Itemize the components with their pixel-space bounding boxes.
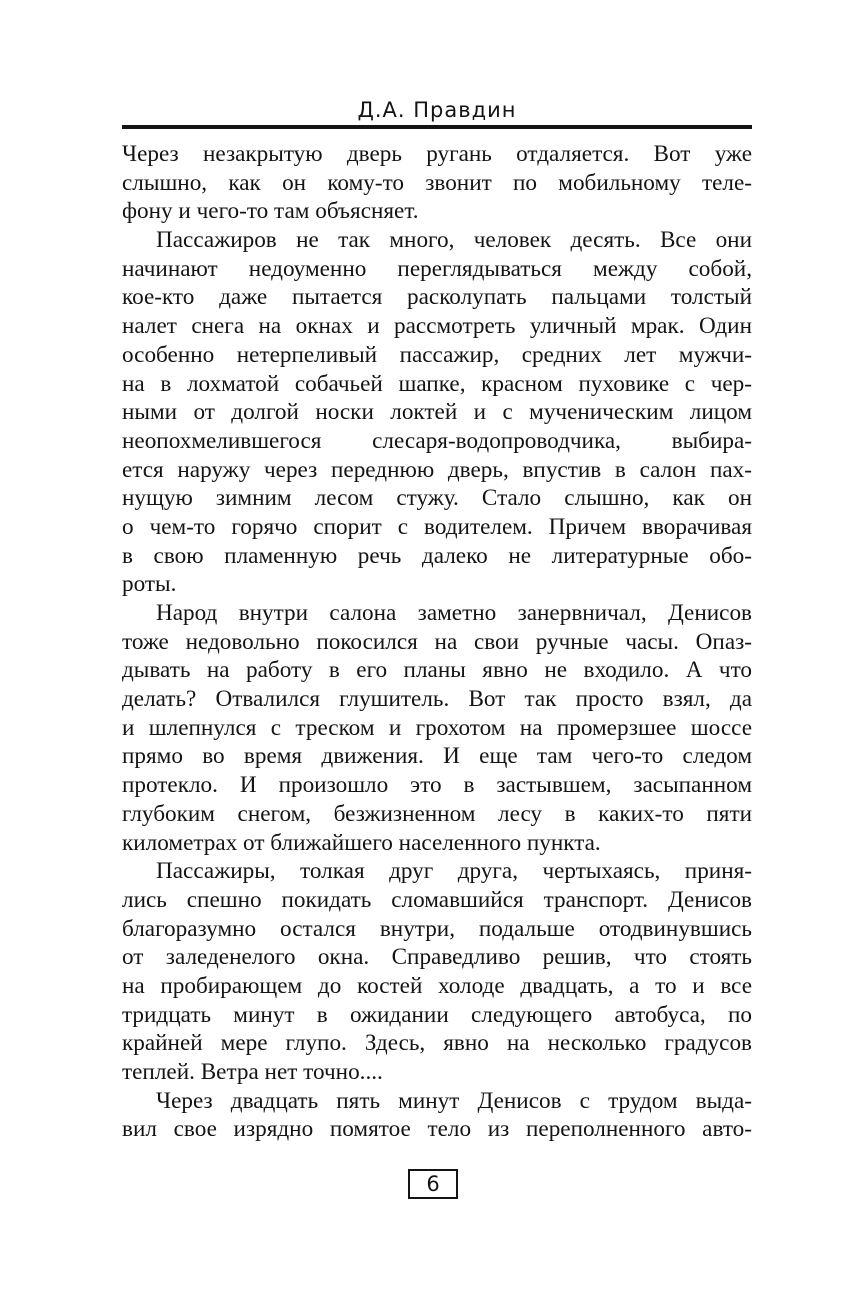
- text-line: благоразумно остался внутри, подальше отодвинувшись: [122, 915, 752, 942]
- text-line: нущую зимним лесом стужу. Стало слышно, как он: [122, 485, 752, 512]
- text-line: тридцать минут в ожидании следующего автобуса, по: [122, 1001, 752, 1028]
- page-number: 6: [408, 1169, 458, 1199]
- text-line: слышно, как он кому-то звонит по мобильному теле-: [122, 169, 752, 196]
- text-line: на в лохматой собачьей шапке, красном пуховике с чер-: [122, 370, 752, 397]
- text-line: дывать на работу в его планы явно не входило. А что: [122, 657, 752, 684]
- text-line: фону и чего-то там объясняет.: [122, 198, 419, 225]
- text-line: неопохмелившегося слесаря-водопроводчика, выбира-: [122, 427, 752, 454]
- text-line: теплей. Ветра нет точно....: [122, 1059, 383, 1085]
- text-line: ными от долгой носки локтей и с мученическим лицом: [122, 399, 752, 426]
- text-line: Через двадцать пять минут Денисов с трудом выда-: [156, 1087, 752, 1114]
- text-line: Пассажиров не так много, человек десять. Все они: [156, 227, 752, 254]
- running-head-author: Д.А. Правдин: [357, 98, 517, 122]
- text-line: ется наружу через переднюю дверь, впустив в салон пах-: [122, 456, 752, 483]
- text-line: роты.: [122, 571, 177, 598]
- text-line: на пробирающем до костей холоде двадцать, а то и все: [122, 972, 752, 999]
- text-line: от заледенелого окна. Справедливо решив, что стоять: [122, 944, 752, 971]
- header-rule: [122, 125, 752, 129]
- text-line: тоже недовольно покосился на свои ручные часы. Опаз-: [122, 628, 752, 655]
- text-line: Пассажиры, толкая друг друга, чертыхаясь, приня-: [156, 858, 752, 885]
- text-line: Народ внутри салона заметно занервничал, Денисов: [156, 600, 752, 626]
- text-line: крайней мере глупо. Здесь, явно на несколько градусов: [122, 1030, 752, 1057]
- body-text: [122, 140, 752, 1144]
- text-line: и шлепнулся с треском и грохотом на промерзшее шоссе: [122, 714, 752, 741]
- text-line: прямо во время движения. И еще там чего-то следом: [122, 743, 752, 770]
- text-line: Через незакрытую дверь ругань отдаляется. Вот уже: [122, 141, 752, 167]
- text-line: особенно нетерпеливый пассажир, средних лет мужчи-: [122, 341, 752, 368]
- text-line: начинают недоуменно переглядываться между собой,: [122, 255, 752, 282]
- text-line: налет снега на окнах и рассмотреть уличный мрак. Один: [122, 313, 752, 340]
- text-line: лись спешно покидать сломавшийся транспорт. Денисов: [122, 886, 752, 913]
- text-line: километрах от ближайшего населенного пункта.: [122, 829, 601, 856]
- text-line: делать? Отвалился глушитель. Вот так просто взял, да: [122, 686, 752, 713]
- text-line: вил свое изрядно помятое тело из переполненного авто-: [122, 1116, 752, 1143]
- text-line: в свою пламенную речь далеко не литературные обо-: [122, 542, 752, 569]
- text-line: кое-кто даже пытается расколупать пальцами толстый: [122, 284, 752, 311]
- text-line: глубоким снегом, безжизненном лесу в каких-то пяти: [122, 800, 752, 827]
- text-line: протекло. И произошло это в застывшем, засыпанном: [122, 772, 752, 799]
- text-line: о чем-то горячо спорит с водителем. Причем вворачивая: [122, 513, 752, 540]
